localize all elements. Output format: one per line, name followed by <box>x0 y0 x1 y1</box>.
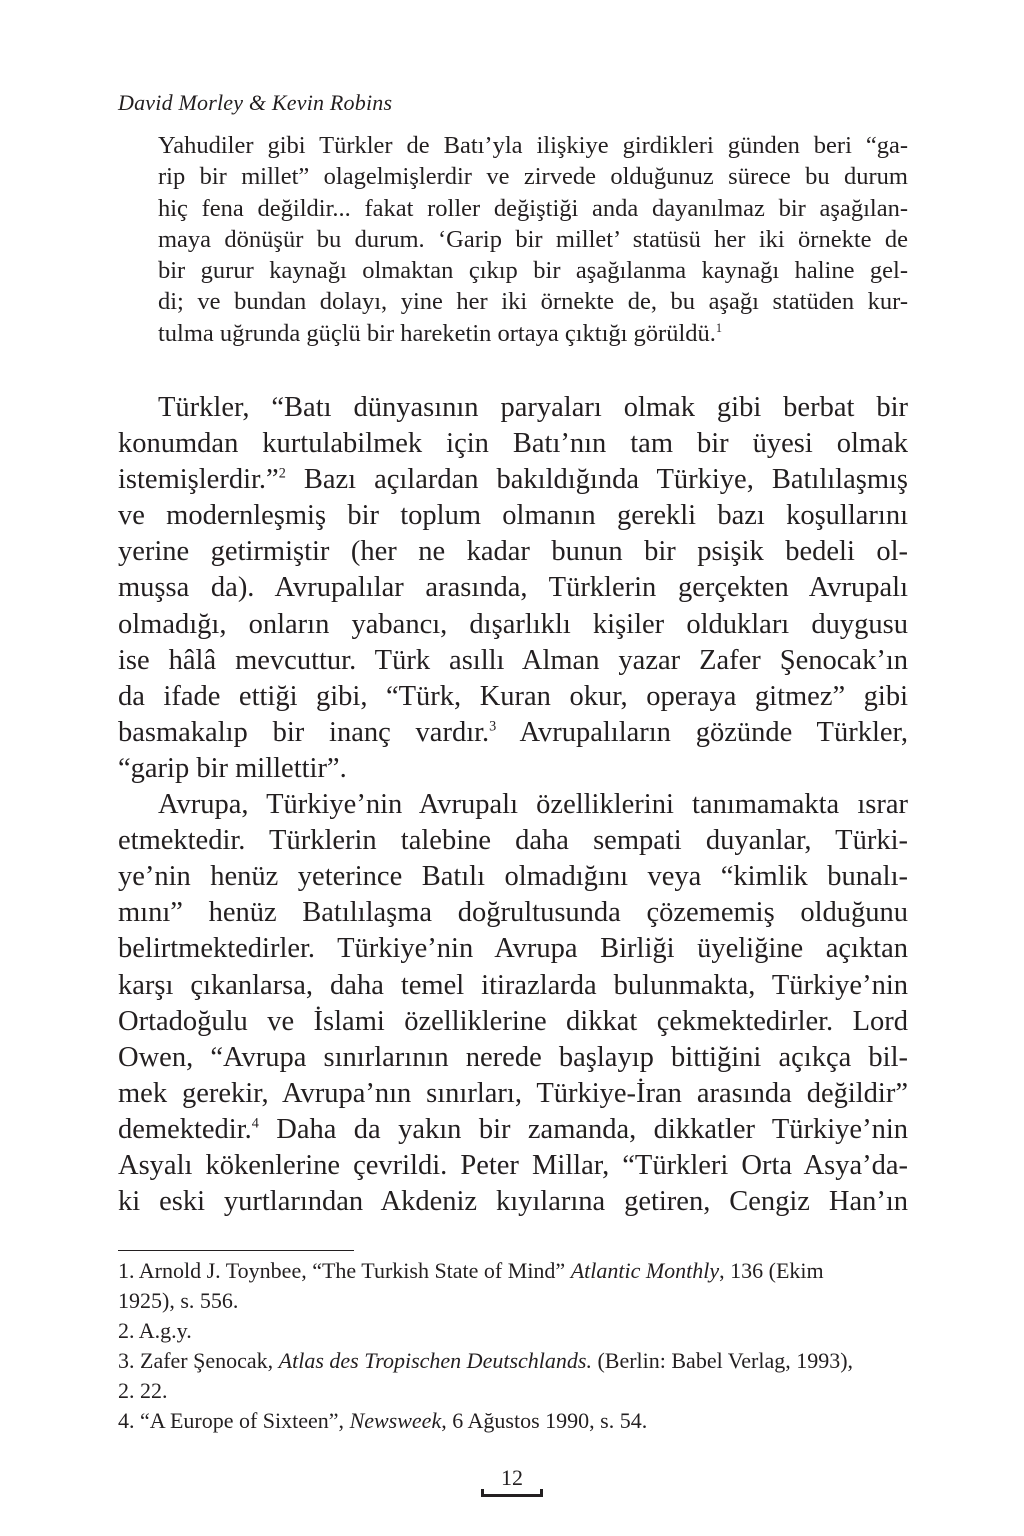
body-line: ve modernleşmiş bir toplum olmanın gerekli bazı koşullarını <box>118 500 908 532</box>
body-line: muşsa da). Avrupalılar arasında, Türklerin gerçekten Avrupalı <box>118 572 908 604</box>
body-line: belirtmektedirler. Türkiye’nin Avrupa Birliği üyeliğine açıktan <box>118 933 908 965</box>
footnote-title: Newsweek <box>349 1408 442 1433</box>
body-line: karşı çıkanlarsa, daha temel itirazlarda bulunmakta, Türkiye’nin <box>118 969 908 1001</box>
body-line: yerine getirmiştir (her ne kadar bunun bir psişik bedeli ol- <box>118 536 908 568</box>
body-line: ki eski yurtlarından Akdeniz kıyılarına getiren, Cengiz Han’ın <box>118 1186 908 1218</box>
footnote-3-cont: 2. 22. <box>118 1378 168 1403</box>
body-line: olmadığı, onların yabancı, dışarlıklı kişiler oldukları duygusu <box>118 608 908 640</box>
running-head: David Morley & Kevin Robins <box>118 90 393 115</box>
footnote-ref: 3 <box>489 718 497 735</box>
quote-line: Yahudiler gibi Türkler de Batı’yla ilişkiye girdikleri günden beri “ga- <box>158 132 908 159</box>
quote-line: tulma uğrunda güçlü bir hareketin ortaya çıktığı görüldü.$^1$ <box>158 319 723 347</box>
body-line: Owen, “Avrupa sınırlarının nerede başlayıp bittiğini açıkça bil- <box>118 1041 908 1073</box>
body-text <box>118 390 908 1220</box>
body-line: Avrupa, Türkiye’nin Avrupalı özelliklerini tanımamakta ısrar <box>158 789 908 821</box>
footnote-ref: 1 <box>715 320 723 335</box>
body-line: Asyalı kökenlerine çevrildi. Peter Millar, “Türkleri Orta Asya’da- <box>118 1149 908 1181</box>
body-line: istemişlerdir.”$^2$ Bazı açılardan bakıldığında Türkiye, Batılılaşmış <box>118 464 908 496</box>
page-number <box>481 1466 543 1500</box>
body-line: mını” henüz Batılılaşma doğrultusunda çözememiş olduğunu <box>118 897 908 929</box>
page-number-text: 12 <box>501 1465 523 1490</box>
body-line: etmektedir. Türklerin talebine daha sempati duyanlar, Türki- <box>118 825 908 857</box>
body-line: Türkler, “Batı dünyasının paryaları olmak gibi berbat bir <box>158 392 908 423</box>
body-line: ye’nin henüz yeterince Batılı olmadığını veya “kimlik bunalı- <box>118 861 908 893</box>
quote-line: rip bir millet” olagelmişlerdir ve zirvede olduğunuz sürece bu durum <box>158 163 908 191</box>
body-line: Ortadoğulu ve İslami özelliklerine dikkat çekmektedirler. Lord <box>118 1005 908 1037</box>
body-line: basmakalıp bir inanç vardır.$^3$ Avrupalıların gözünde Türkler, <box>118 716 908 748</box>
quote-line: bir gurur kaynağı olmaktan çıkıp bir aşağılanma kaynağı haline gel- <box>158 257 908 285</box>
footnote-ref: 2 <box>278 465 286 482</box>
footnote-4: 4. “A Europe of Sixteen”, Newsweek, 6 Ağustos 1990, s. 54. <box>118 1408 648 1433</box>
footnote-title: Atlantic Monthly <box>570 1258 720 1283</box>
footnote-1-cont: 1925), s. 556. <box>118 1288 239 1313</box>
body-line: konumdan kurtulabilmek için Batı’nın tam bir üyesi olmak <box>118 428 908 460</box>
footnote-divider <box>118 1250 354 1251</box>
page-number-bracket <box>481 1494 543 1497</box>
body-line: da ifade ettiği gibi, “Türk, Kuran okur, operaya gitmez” gibi <box>118 680 908 712</box>
quote-line: di; ve bundan dolayı, yine her iki örnekte de, bu aşağı statüden kur- <box>158 288 908 316</box>
body-line: mek gerekir, Avrupa’nın sınırları, Türkiye-İran arasında değildir” <box>118 1077 908 1109</box>
quote-line: maya dönüşür bu durum. ‘Garip bir millet’ statüsü her iki örnekte de <box>158 225 908 253</box>
quote-line: hiç fena değildir... fakat roller değiştiği anda dayanılmaz bir aşağılan- <box>158 194 908 222</box>
body-line: demektedir.$^4$ Daha da yakın bir zamanda, dikkatler Türkiye’nin <box>118 1113 908 1145</box>
footnote-3: 3. Zafer Şenocak, Atlas des Tropischen Deutschlands. (Berlin: Babel Verlag, 1993), <box>118 1348 854 1373</box>
footnote-2: 2. A.g.y. <box>118 1318 192 1343</box>
footnotes <box>118 1256 908 1436</box>
footnote-ref: 4 <box>251 1115 259 1132</box>
body-line: ise hâlâ mevcuttur. Türk asıllı Alman yazar Zafer Şenocak’ın <box>118 644 908 676</box>
body-line: “garip bir millettir”. <box>118 752 347 784</box>
block-quote <box>158 130 908 349</box>
footnote-1: 1. Arnold J. Toynbee, “The Turkish State of Mind” Atlantic Monthly, 136 (Ekim <box>118 1258 824 1283</box>
footnote-title: Atlas des Tropischen Deutschlands. <box>278 1348 592 1373</box>
